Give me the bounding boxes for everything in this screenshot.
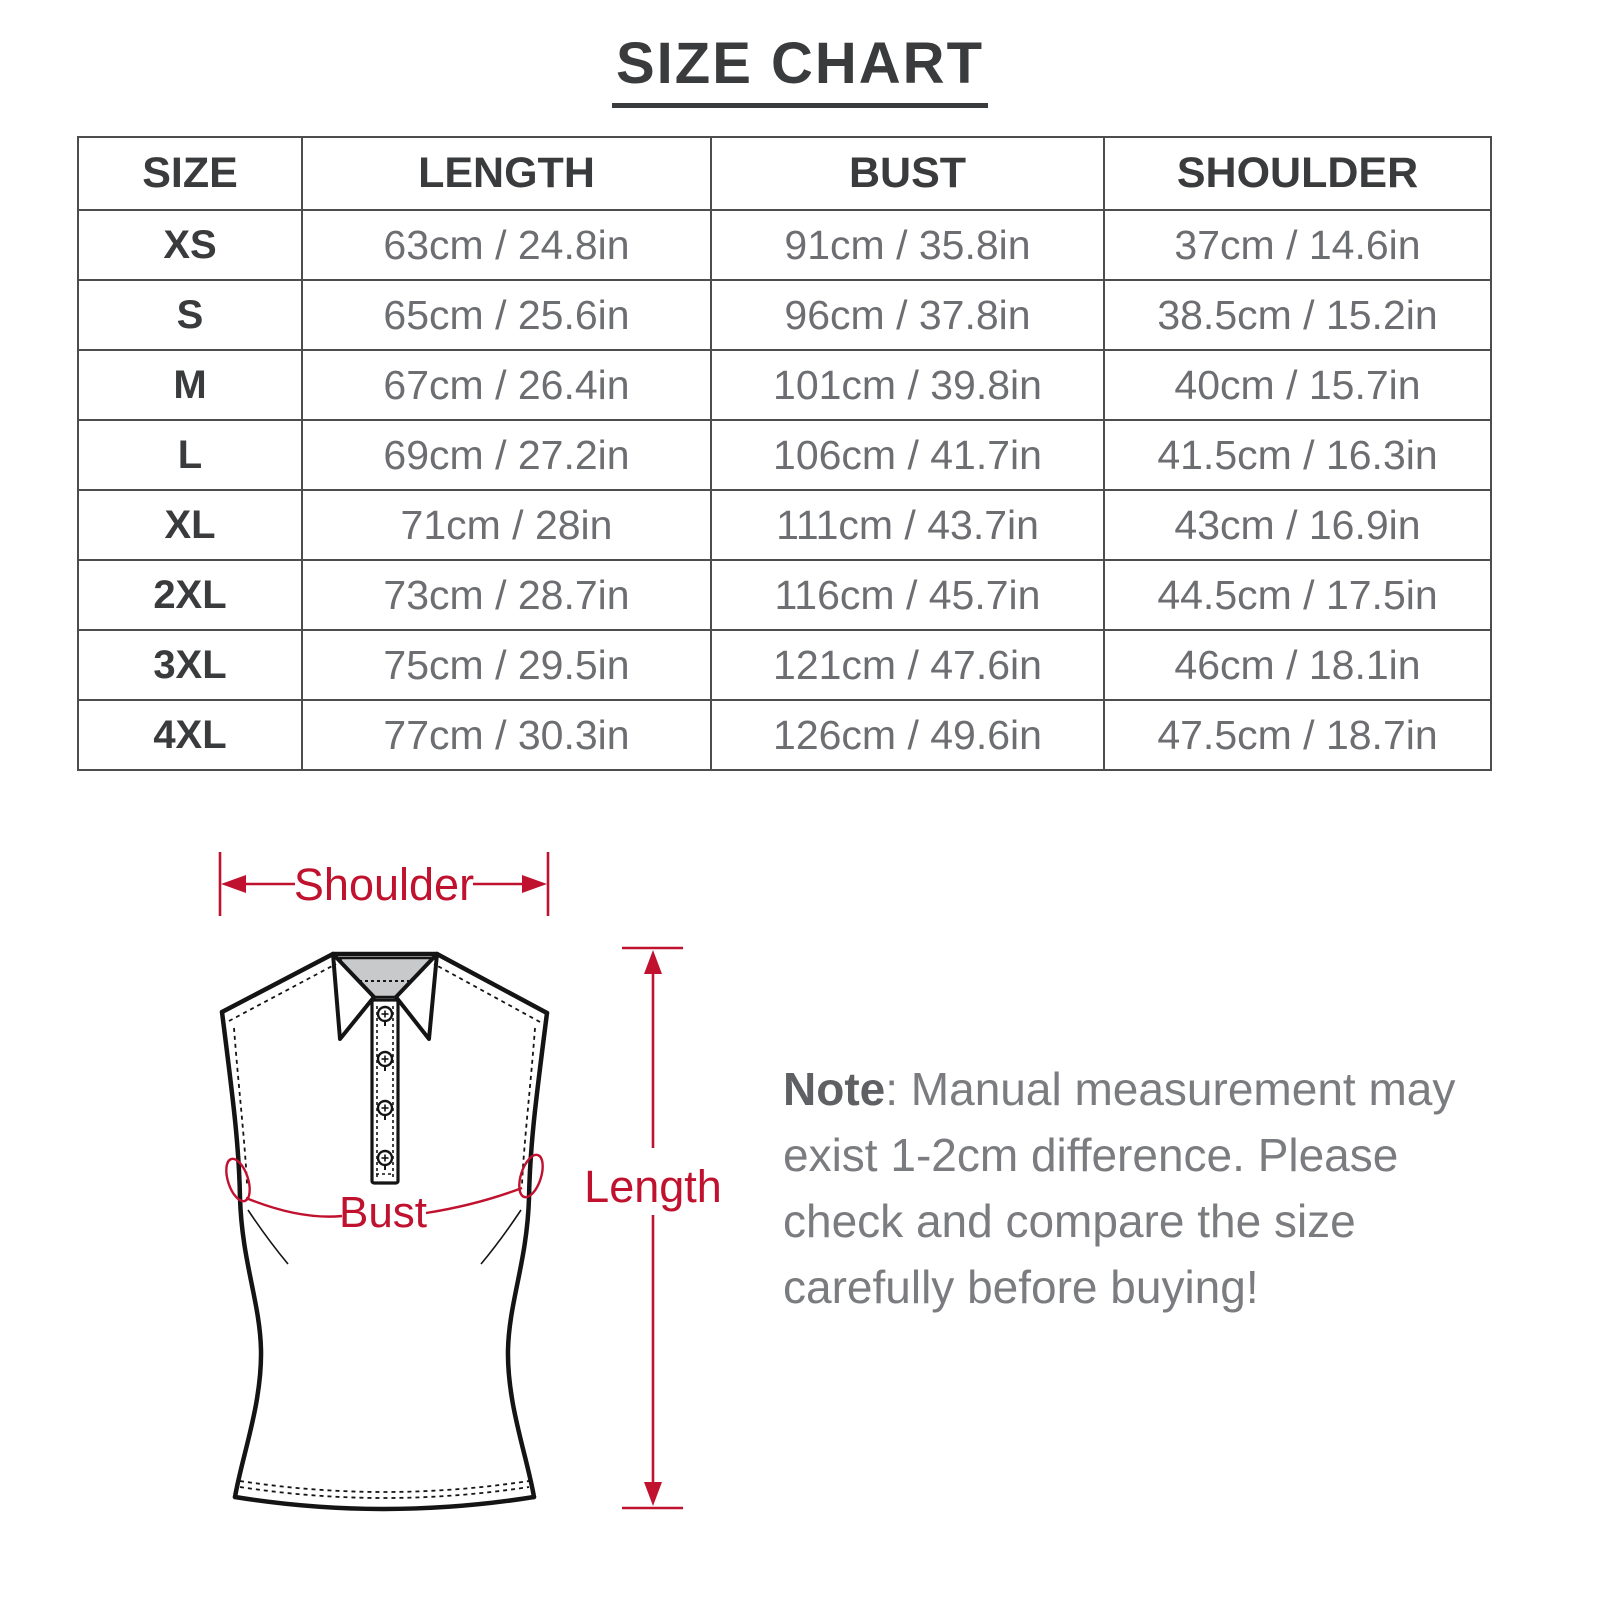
measurement-diagram (150, 830, 730, 1530)
table-row (78, 700, 1491, 770)
shoulder-arrowhead-right-icon (522, 875, 547, 893)
size-chart-table (77, 136, 1492, 771)
bust-cell: 101cm / 39.8in (711, 350, 1104, 420)
bust-cell: 91cm / 35.8in (711, 210, 1104, 280)
size-cell: 3XL (78, 630, 302, 700)
note-line (783, 1056, 1503, 1122)
shoulder-cell: 46cm / 18.1in (1104, 630, 1491, 700)
length-cell: 65cm / 25.6in (302, 280, 711, 350)
length-cell: 67cm / 26.4in (302, 350, 711, 420)
shoulder-cell: 41.5cm / 16.3in (1104, 420, 1491, 490)
size-cell: M (78, 350, 302, 420)
bust-label: Bust (338, 1188, 428, 1237)
length-arrow (622, 948, 683, 1508)
length-cell: 69cm / 27.2in (302, 420, 711, 490)
table-row (78, 560, 1491, 630)
page-title (0, 30, 1600, 108)
length-label: Length (584, 1161, 722, 1212)
length-arrowhead-top-icon (644, 950, 662, 974)
col-header-length: LENGTH (302, 137, 711, 210)
table-header-row (78, 137, 1491, 210)
note-line: exist 1-2cm difference. Please (783, 1129, 1399, 1181)
note-line1-rest: : Manual measurement may (885, 1063, 1456, 1115)
shoulder-cell: 44.5cm / 17.5in (1104, 560, 1491, 630)
table-row (78, 280, 1491, 350)
page-title-text: SIZE CHART (616, 31, 984, 96)
shoulder-arrowhead-left-icon (221, 875, 246, 893)
table-row (78, 350, 1491, 420)
shoulder-cell: 38.5cm / 15.2in (1104, 280, 1491, 350)
length-cell: 71cm / 28in (302, 490, 711, 560)
size-cell: XL (78, 490, 302, 560)
length-arrowhead-bottom-icon (644, 1482, 662, 1506)
col-header-shoulder: SHOULDER (1104, 137, 1491, 210)
length-cell: 73cm / 28.7in (302, 560, 711, 630)
bust-cell: 116cm / 45.7in (711, 560, 1104, 630)
note-text (783, 1056, 1503, 1320)
note-line: carefully before buying! (783, 1261, 1259, 1313)
col-header-size: SIZE (78, 137, 302, 210)
note-line: check and compare the size (783, 1195, 1356, 1247)
size-cell: S (78, 280, 302, 350)
table-row (78, 490, 1491, 560)
length-cell: 63cm / 24.8in (302, 210, 711, 280)
shoulder-cell: 37cm / 14.6in (1104, 210, 1491, 280)
size-cell: 2XL (78, 560, 302, 630)
length-cell: 77cm / 30.3in (302, 700, 711, 770)
col-header-bust: BUST (711, 137, 1104, 210)
table-row (78, 630, 1491, 700)
length-cell: 75cm / 29.5in (302, 630, 711, 700)
bust-cell: 126cm / 49.6in (711, 700, 1104, 770)
table-row (78, 420, 1491, 490)
shoulder-cell: 43cm / 16.9in (1104, 490, 1491, 560)
note-prefix: Note (783, 1063, 886, 1115)
bust-cell: 121cm / 47.6in (711, 630, 1104, 700)
table-row (78, 210, 1491, 280)
shoulder-label: Shoulder (293, 859, 475, 910)
size-cell: 4XL (78, 700, 302, 770)
bust-cell: 96cm / 37.8in (711, 280, 1104, 350)
bust-cell: 106cm / 41.7in (711, 420, 1104, 490)
size-cell: L (78, 420, 302, 490)
shoulder-cell: 40cm / 15.7in (1104, 350, 1491, 420)
bust-cell: 111cm / 43.7in (711, 490, 1104, 560)
size-cell: XS (78, 210, 302, 280)
shoulder-cell: 47.5cm / 18.7in (1104, 700, 1491, 770)
